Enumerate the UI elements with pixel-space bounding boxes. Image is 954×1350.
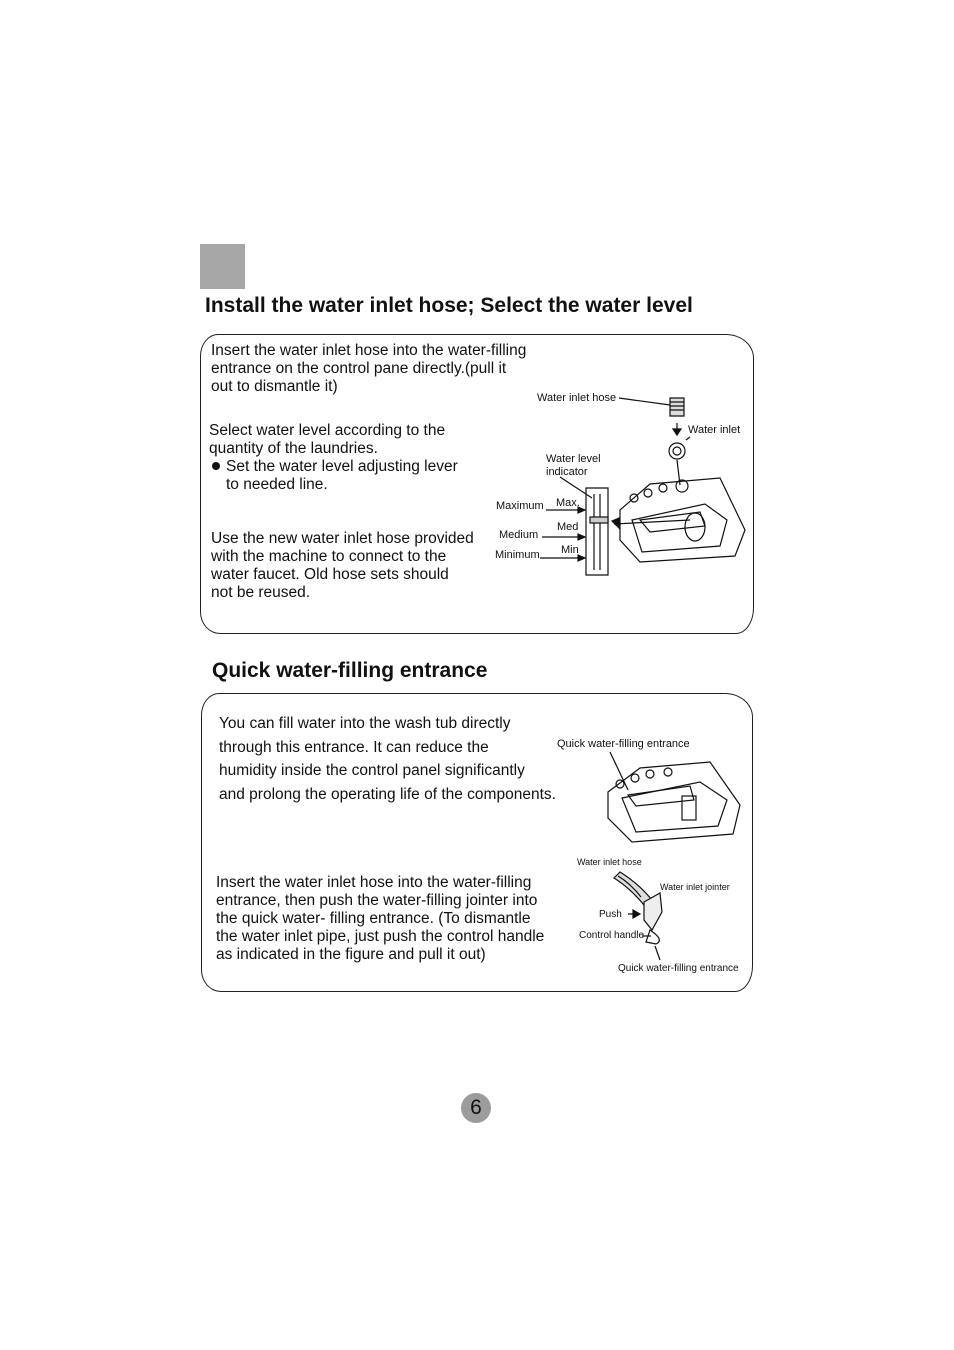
medium-label: Medium	[499, 529, 539, 541]
text-line: the quick water- filling entrance. (To dismantle	[216, 910, 531, 927]
text-line: the water inlet pipe, just push the control handle	[216, 928, 545, 945]
text-line: quantity of the laundries.	[209, 440, 378, 457]
text-line: Insert the water inlet hose into the water-filling	[211, 342, 527, 359]
section-title: Quick water-filling entrance	[212, 659, 488, 682]
text-line: Set the water level adjusting lever	[226, 458, 458, 475]
text-line: Use the new water inlet hose provided	[211, 530, 474, 547]
text-line: out to dismantle it)	[211, 378, 338, 395]
jointer-label: Water inlet jointer	[660, 882, 730, 892]
section-title: Install the water inlet hose; Select the water level	[205, 294, 693, 317]
text-line: not be reused.	[211, 584, 311, 601]
text-line: to needed line.	[226, 476, 328, 493]
page-number: 6	[461, 1093, 491, 1123]
text-line: indicator	[546, 466, 588, 478]
hose-label: Water inlet hose	[577, 857, 642, 867]
med-mark: Med	[557, 521, 579, 533]
handle-label: Control handle	[579, 930, 645, 941]
text-line: humidity inside the control panel significantly	[219, 762, 525, 779]
text-line: through this entrance. It can reduce the	[219, 738, 489, 756]
push-label: Push	[599, 909, 622, 920]
text-line: Select water level according to the	[209, 422, 446, 439]
text-line: entrance on the control pane directly.(pull it	[211, 360, 507, 377]
max-mark: Max.	[556, 497, 580, 509]
text-line: Water level	[546, 453, 601, 465]
min-mark: Min	[561, 544, 579, 556]
text-line: water faucet. Old hose sets should	[211, 566, 449, 583]
text-line: You can fill water into the wash tub directly	[219, 715, 511, 732]
minimum-label: Minimum	[495, 549, 540, 561]
entrance-bottom-label: Quick water-filling entrance	[618, 963, 739, 974]
text-line: with the machine to connect to the	[211, 548, 447, 565]
maximum-label: Maximum	[496, 500, 544, 512]
entrance-label: Quick water-filling entrance	[557, 738, 690, 750]
text-line: Insert the water inlet hose into the water-filling	[216, 874, 532, 891]
inlet-label: Water inlet	[688, 424, 741, 436]
text-line: and prolong the operating life of the components.	[219, 785, 556, 803]
hose-label: Water inlet hose	[537, 392, 617, 404]
text-line: entrance, then push the water-filling jointer into	[216, 892, 538, 909]
text-line: as indicated in the figure and pull it out)	[216, 946, 486, 963]
